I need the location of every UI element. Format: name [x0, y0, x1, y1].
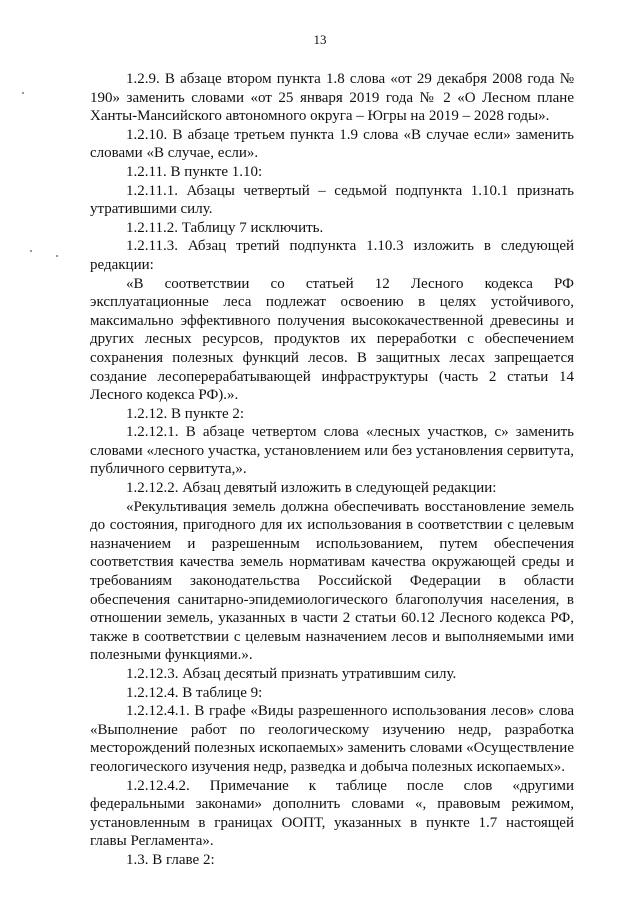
paragraph-1-2-12-4-2: 1.2.12.4.2. Примечание к таблице после слов «другими федеральными законами» дополнить словами «, правовым режимом, установленным в границах ООПТ, указанных в пункте 1.7 настоящей главы Регламента».	[90, 777, 574, 850]
document-body	[90, 70, 574, 870]
paragraph-1-3: 1.3. В главе 2:	[126, 851, 215, 868]
paragraph-1-2-12: 1.2.12. В пункте 2:	[126, 405, 245, 422]
quoted-paragraph-land-recultivation: «Рекультивация земель должна обеспечивать восстановление земель до состояния, пригодного для их использования в соответствии с целевым назначением и разрешенным использованием, путем обеспечения соответствия качества земель нормативам качества окружающей среды и требованиям законодательства Российской Федерации в области обеспечения санитарно-эпидемиологического благополучия населения, в отношении земель, указанных в части 2 статьи 60.12 Лесного кодекса РФ, также в соответствии с целевым назначением лесов и выполняемыми ими полезными функциями.».	[90, 498, 574, 664]
paragraph-1-2-9: 1.2.9. В абзаце втором пункта 1.8 слова «от 29 декабря 2008 года № 190» заменить словами «от 25 января 2019 года № 2 «О Лесном плане Ханты-Мансийского автономного округа – Югры на 2019 – 2028 годы».	[90, 71, 574, 125]
paragraph-1-2-12-4: 1.2.12.4. В таблице 9:	[126, 684, 263, 701]
paragraph-1-2-11-2: 1.2.11.2. Таблицу 7 исключить.	[126, 219, 324, 236]
scan-speck	[56, 255, 58, 257]
paragraph-1-2-12-1: 1.2.12.1. В абзаце четвертом слова «лесных участков, с» заменить словами «лесного участка, установлением или без установления сервитута, публичного сервитута,».	[90, 424, 574, 478]
paragraph-1-2-12-4-1: 1.2.12.4.1. В графе «Виды разрешенного использования лесов» слова «Выполнение работ по геологическому изучению недр, разработка месторождений полезных ископаемых» заменить словами «Осуществление геологического изучения недр, разведка и добыча полезных ископаемых».	[90, 703, 574, 775]
paragraph-1-2-10: 1.2.10. В абзаце третьем пункта 1.9 слова «В случае если» заменить словами «В случае, если».	[90, 126, 574, 162]
page-number: 13	[313, 32, 327, 47]
paragraph-1-2-11-1: 1.2.11.1. Абзацы четвертый – седьмой подпункта 1.10.1 признать утратившими силу.	[90, 182, 574, 218]
paragraph-1-2-12-3: 1.2.12.3. Абзац десятый признать утратившим силу.	[126, 666, 457, 682]
quoted-paragraph-forest-code: «В соответствии со статьей 12 Лесного кодекса РФ эксплуатационные леса подлежат освоению в целях устойчивого, максимально эффективного получения высококачественной древесины и других лесных ресурсов, продуктов их переработки с обеспечением сохранения полезных функций лесов. В защитных лесах запрещается создание лесоперерабатывающей инфраструктуры (часть 2 статьи 14 Лесного кодекса РФ).».	[90, 275, 574, 404]
paragraph-1-2-12-2: 1.2.12.2. Абзац девятый изложить в следующей редакции:	[126, 480, 497, 497]
scan-speck	[22, 92, 24, 94]
paragraph-1-2-11-3: 1.2.11.3. Абзац третий подпункта 1.10.3 изложить в следующей редакции:	[90, 238, 574, 273]
scan-speck	[30, 250, 32, 252]
paragraph-1-2-11: 1.2.11. В пункте 1.10:	[126, 163, 263, 180]
